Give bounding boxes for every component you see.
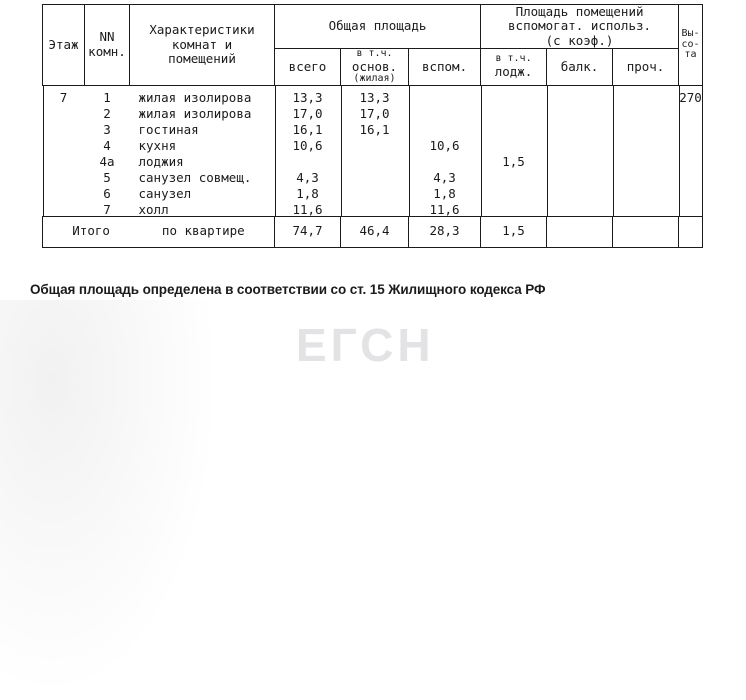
header-aux-line1: Площадь помещений [515,4,644,19]
cell-nn: 2 [103,105,111,121]
header-nn-line2: комн. [88,43,126,59]
total-vysota [679,216,703,247]
cell-vsego: 4,3 [296,169,319,185]
column-rule [547,86,548,216]
cell-vspom: 4,3 [433,169,456,185]
cell-name: холл [138,201,169,217]
header-nn-line1: NN [99,29,115,45]
header-balk: балк. [547,49,613,85]
total-lodzh: 1,5 [481,216,547,247]
cell-nn: 7 [103,201,111,217]
table-header-row-1 [43,5,703,49]
header-lodzh [481,49,547,85]
total-vsego: 74,7 [275,216,341,247]
cell-nn: 1 [103,89,111,105]
header-char-line1: Характеристики [149,22,255,38]
cell-osnov: 17,0 [359,105,390,121]
total-osnov: 46,4 [341,216,409,247]
total-vspom: 28,3 [409,216,481,247]
ghost-artifact-1 [286,565,289,575]
cell-vspom: 11,6 [429,201,460,217]
header-height-line2: со- [681,38,700,50]
cell-name: жилая изолирова [138,89,252,105]
header-nn [85,5,130,86]
total-label-word: Итого [72,223,110,239]
cell-vsego: 17,0 [292,105,323,121]
cell-vsego: 1,8 [296,185,319,201]
cell-nn: 4а [99,153,115,169]
table-row [43,170,703,186]
cell-osnov: 13,3 [359,89,390,105]
header-height-line3: та [684,49,697,60]
table-row [43,90,703,106]
header-proch: проч. [613,49,679,85]
table-row [43,186,703,202]
cell-nn: 3 [103,121,111,137]
table-row [43,122,703,138]
room-rows-container [43,85,703,216]
header-vtch-2: в т.ч. [495,53,532,65]
ghost-artifact-2 [286,588,289,598]
header-height-line1: Вы- [681,28,700,39]
total-balk [547,216,613,247]
table-body-region [43,85,703,216]
cell-vysota: 270 [679,89,702,105]
cell-name: санузел совмещ. [138,169,252,185]
cell-etazh: 7 [59,89,68,105]
cell-nn: 4 [103,137,111,153]
cell-nn: 5 [103,169,111,185]
column-rule [43,86,44,216]
table-row [43,202,703,218]
table-row [43,106,703,122]
total-proch [613,216,679,247]
watermark: ЕГСН [296,319,435,371]
cell-name: санузел [138,185,192,201]
footnote-text: Общая площадь определена в соответствии со ст. 15 Жилищного кодекса РФ [30,282,546,297]
column-rule [613,86,614,216]
header-osnov-label: основ. [351,58,398,74]
table-row [43,138,703,154]
header-total-area: Общая площадь [275,5,481,49]
header-char-line3: помещений [168,50,236,66]
apartment-area-sheet [42,4,702,248]
table-row [43,154,703,170]
header-height [679,5,703,86]
cell-name: кухня [138,137,177,153]
header-aux-line3: (с коэф.) [545,32,614,48]
scan-shadow [0,300,220,700]
cell-osnov: 16,1 [359,121,390,137]
cell-vspom: 1,8 [433,185,456,201]
total-label [43,216,275,247]
header-aux-line2: вспомогат. использ. [508,18,652,34]
column-rule [275,86,276,216]
column-rule [409,86,410,216]
header-lodzh-label: лодж. [494,63,533,79]
header-zhilaya: (жилая) [353,73,396,84]
header-vsego: всего [275,49,341,85]
header-vspom: вспом. [409,49,481,85]
header-etazh: Этаж [43,5,85,86]
cell-nn: 6 [103,185,111,201]
column-rule [679,86,680,216]
header-characteristics [130,5,275,86]
cell-vsego: 11,6 [292,201,323,217]
header-aux-area [481,5,679,49]
cell-vspom: 10,6 [429,137,460,153]
column-rule [481,86,482,216]
apartment-area-table [42,4,703,248]
column-rule [341,86,342,216]
total-row [43,216,703,247]
cell-name: жилая изолирова [138,105,252,121]
column-rule [702,86,703,216]
header-osnov [341,49,409,85]
header-vtch-1: в т.ч. [356,48,393,60]
cell-vsego: 13,3 [292,89,323,105]
cell-name: лоджия [138,153,184,169]
header-char-line2: комнат и [171,36,233,52]
cell-vsego: 10,6 [292,137,323,153]
cell-name: гостиная [138,121,199,137]
total-label-rest: по квартире [161,223,245,239]
cell-vsego: 16,1 [292,121,323,137]
cell-lodzh: 1,5 [502,153,525,169]
